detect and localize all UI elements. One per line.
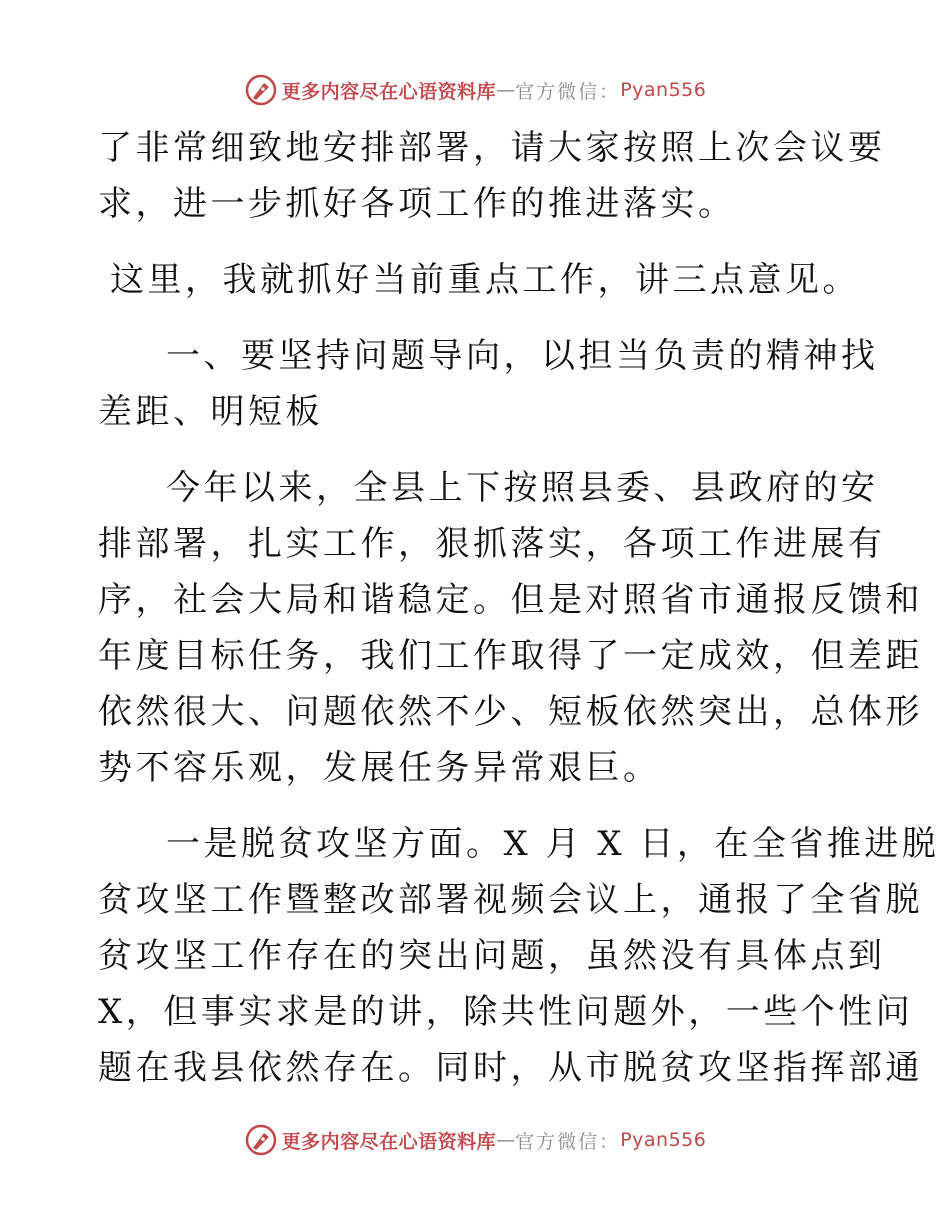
- pen-nib-logo-icon: [244, 1123, 278, 1157]
- text-line: 序，社会大局和谐稳定。但是对照省市通报反馈和: [98, 580, 923, 620]
- paragraph-1: [98, 120, 886, 232]
- text-line: 了非常细致地安排部署，请大家按照上次会议要: [98, 128, 886, 168]
- text-line: X，但事实求是的讲，除共性问题外，一些个性问: [98, 992, 914, 1032]
- banner-dash: —: [496, 1129, 516, 1151]
- text-line: 依然很大、问题依然不少、短板依然突出，总体形: [98, 692, 923, 732]
- document-body: [98, 120, 940, 1116]
- section-heading-1: [98, 328, 879, 440]
- banner-wechat-id: Pyan556: [620, 1129, 707, 1151]
- text-line: 排部署，扎实工作，狠抓落实，各项工作进展有: [98, 524, 886, 564]
- text-line: 求，进一步抓好各项工作的推进落实。: [98, 184, 736, 224]
- banner-wechat-id: Pyan556: [620, 79, 707, 101]
- banner-title: 更多内容尽在心语资料库: [281, 1130, 497, 1153]
- text-line: 年度目标任务，我们工作取得了一定成效，但差距: [98, 636, 923, 676]
- text-line: 今年以来，全县上下按照县委、县政府的安: [166, 468, 879, 508]
- pen-nib-logo-icon: [244, 73, 278, 107]
- watermark-banner-top: [0, 70, 950, 110]
- paragraph-2: [98, 252, 858, 308]
- paragraph-4: [98, 816, 940, 1096]
- banner-wechat-label: 官方微信：: [515, 1130, 621, 1153]
- text-line: 这里，我就抓好当前重点工作，讲三点意见。: [110, 260, 860, 300]
- watermark-banner-bottom: [0, 1120, 950, 1160]
- text-line: 一、要坚持问题导向，以担当负责的精神找: [166, 336, 879, 376]
- banner-wechat-label: 官方微信：: [515, 80, 621, 103]
- text-line: 差距、明短板: [98, 392, 323, 432]
- text-line: 题在我县依然存在。同时，从市脱贫攻坚指挥部通: [98, 1048, 923, 1088]
- text-line: 一是脱贫攻坚方面。X 月 X 日，在全省推进脱: [166, 824, 940, 864]
- text-line: 贫攻坚工作暨整改部署视频会议上，通报了全省脱: [98, 880, 923, 920]
- banner-title: 更多内容尽在心语资料库: [281, 80, 497, 103]
- text-line: 势不容乐观，发展任务异常艰巨。: [98, 748, 661, 788]
- banner-dash: —: [496, 79, 516, 101]
- text-line: 贫攻坚工作存在的突出问题，虽然没有具体点到: [98, 936, 886, 976]
- paragraph-3: [98, 460, 923, 796]
